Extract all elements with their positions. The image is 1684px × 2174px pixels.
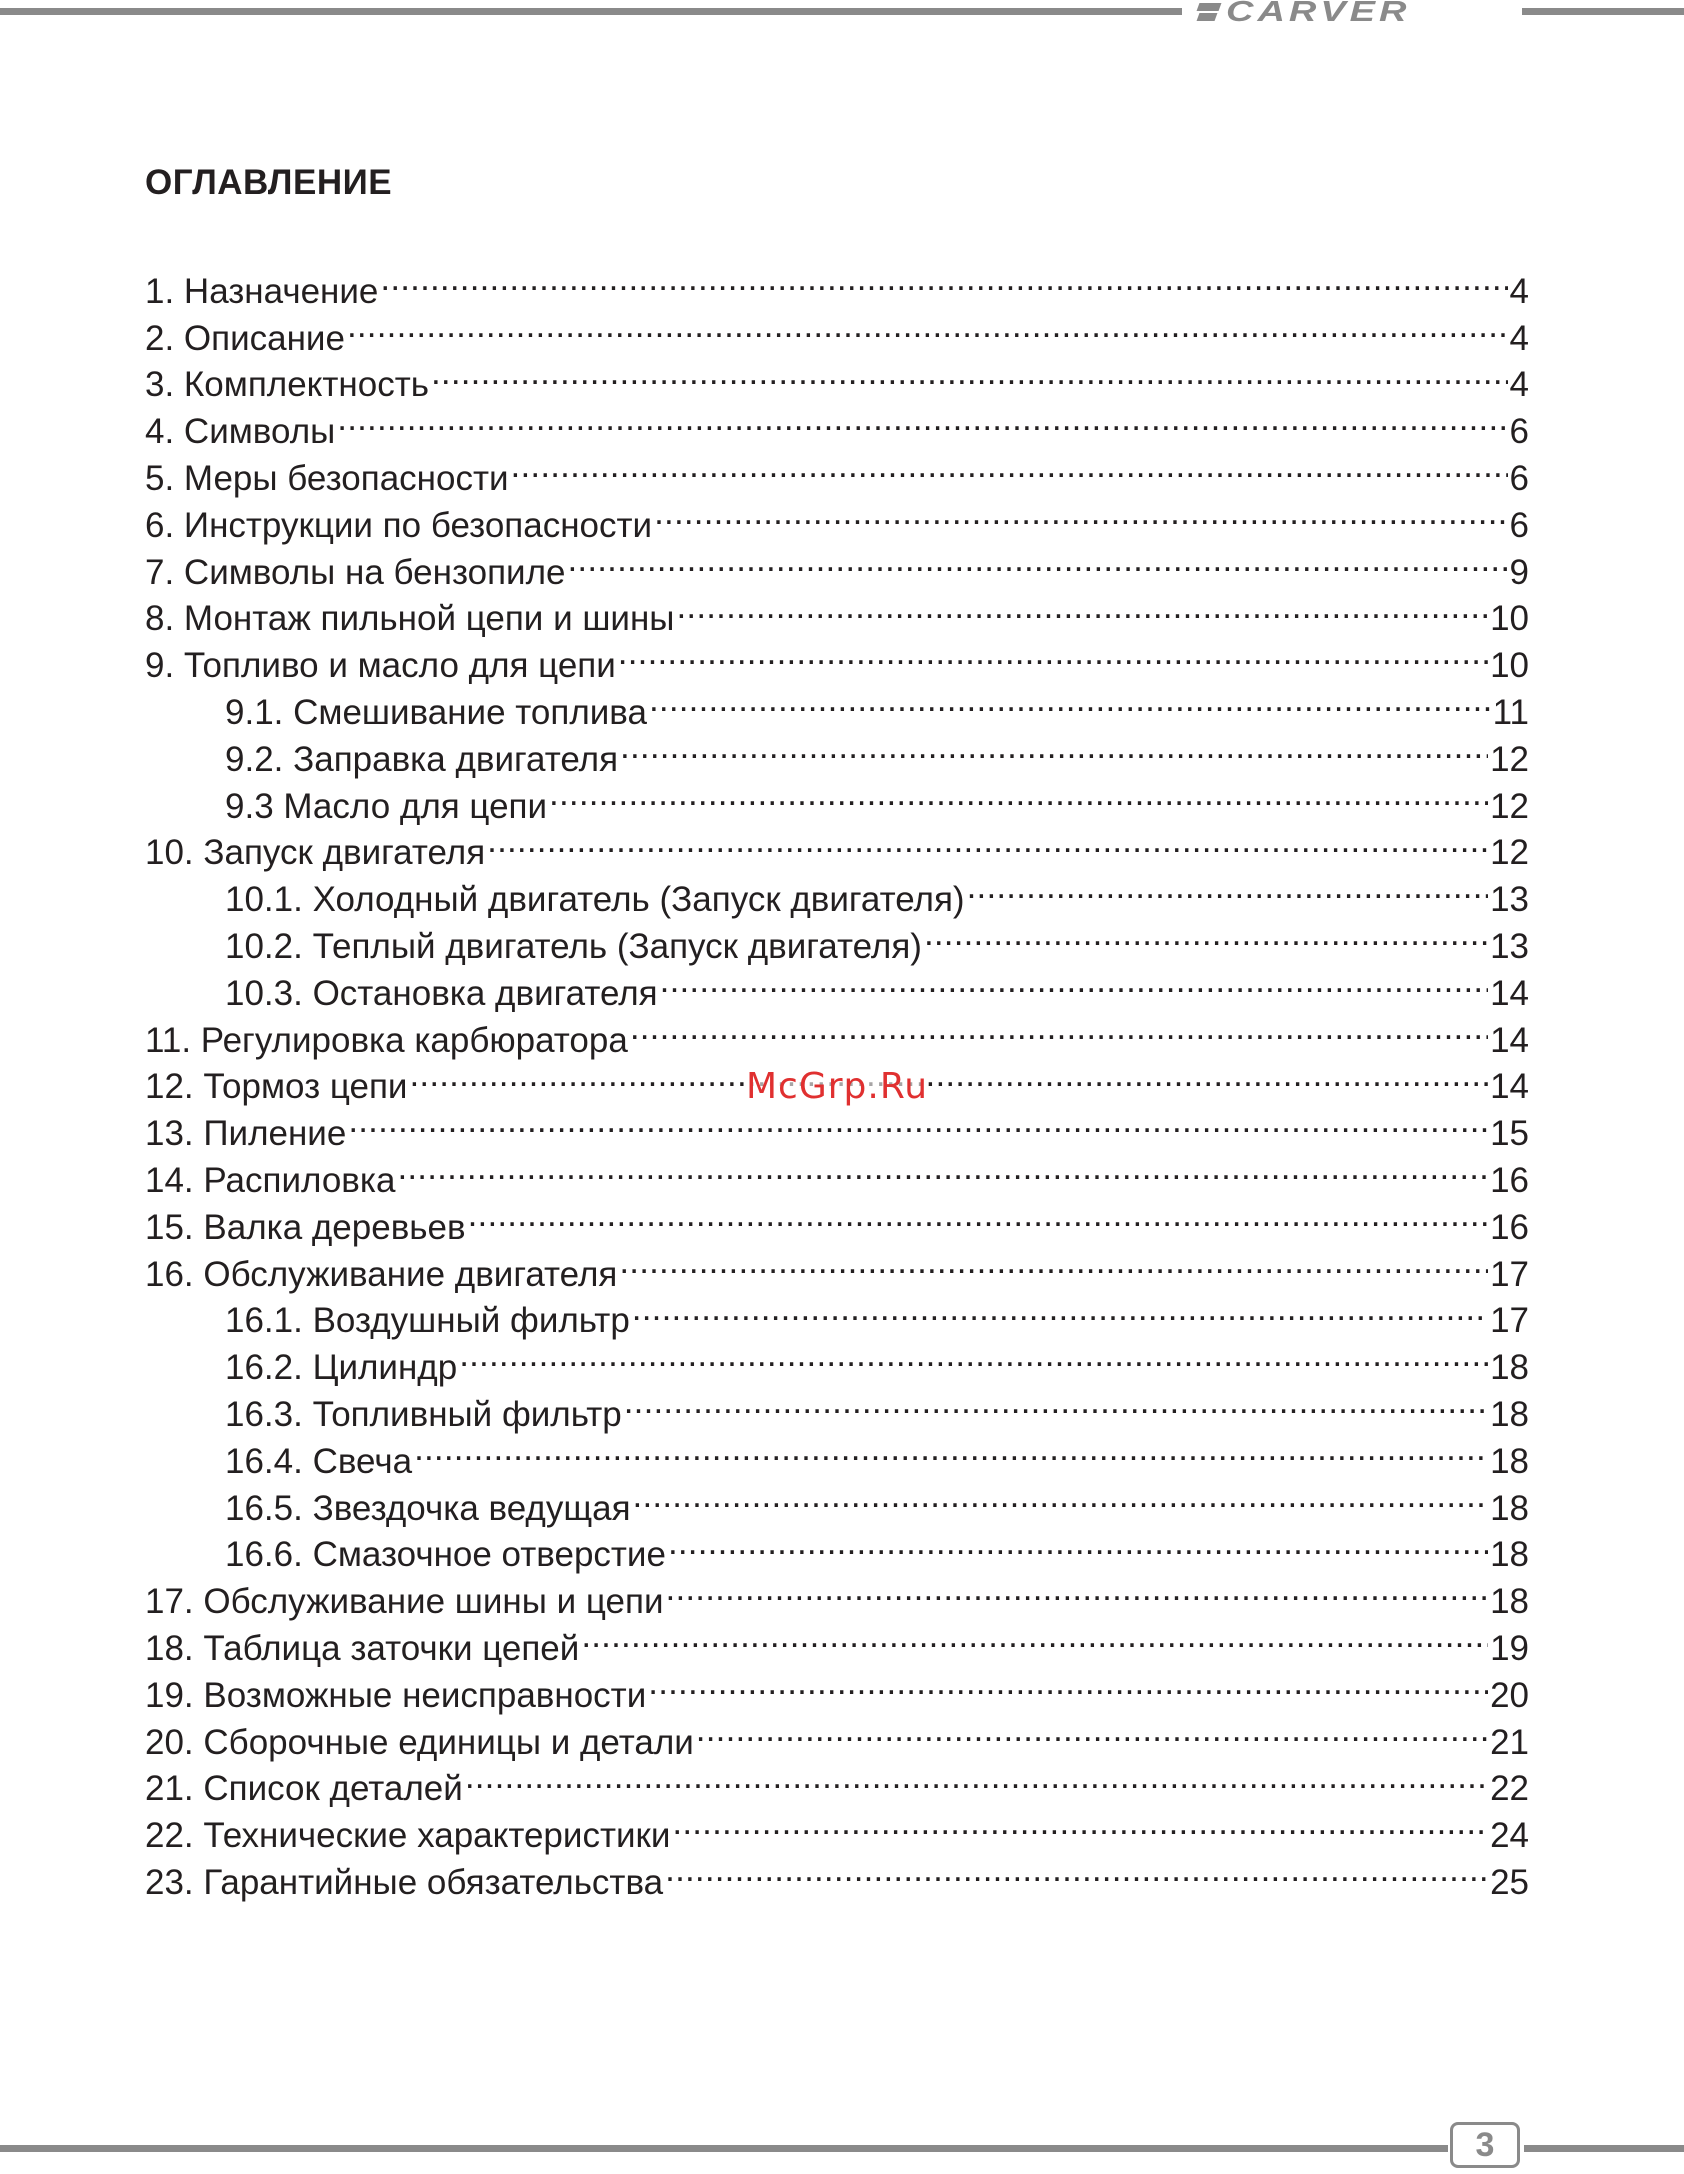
toc-leader-dots <box>581 1613 1488 1660</box>
toc-leader-dots <box>620 724 1488 771</box>
toc-leader-dots <box>660 958 1488 1005</box>
brand-name: CARVER <box>1226 0 1411 28</box>
toc-leader-dots <box>630 1005 1488 1052</box>
toc-entry-page: 17 <box>1490 1301 1529 1341</box>
toc-entry-label: 22. Технические характеристики <box>145 1816 671 1856</box>
toc-entry-page: 18 <box>1490 1535 1529 1575</box>
brand-mark-icon <box>1198 3 1220 21</box>
toc-leader-dots <box>414 1426 1488 1473</box>
toc-leader-dots <box>672 1800 1488 1847</box>
toc-entry-label: 17. Обслуживание шины и цепи <box>145 1582 664 1622</box>
toc-entry-label: 13. Пиление <box>145 1114 347 1154</box>
toc-leader-dots <box>649 677 1491 724</box>
toc-leader-dots <box>380 256 1507 303</box>
toc-entry-page: 14 <box>1490 1020 1529 1060</box>
toc-entry-label: 4. Символы <box>145 412 336 452</box>
toc-entry-label: 16.3. Топливный фильтр <box>225 1394 622 1434</box>
toc-entry-page: 6 <box>1509 505 1529 545</box>
footer-rule-right <box>1524 2145 1684 2152</box>
toc-leader-dots <box>665 1847 1488 1894</box>
toc-entry-label: 8. Монтаж пильной цепи и шины <box>145 599 675 639</box>
toc-entry-page: 18 <box>1490 1348 1529 1388</box>
toc-entry-label: 16.4. Свеча <box>225 1441 413 1481</box>
toc-entry-label: 7. Символы на бензопиле <box>145 552 566 592</box>
toc-leader-dots <box>549 771 1488 818</box>
toc-entry-label: 16.1. Воздушный фильтр <box>225 1301 630 1341</box>
toc-entry-label: 20. Сборочные единицы и детали <box>145 1722 694 1762</box>
toc-entry-label: 12. Тормоз цепи <box>145 1067 408 1107</box>
toc-entry-page: 17 <box>1490 1254 1529 1294</box>
toc-entry-label: 10.2. Теплый двигатель (Запуск двигателя) <box>225 926 922 966</box>
toc-entry-page: 20 <box>1490 1675 1529 1715</box>
toc-entry-page: 12 <box>1490 833 1529 873</box>
toc-entry-page: 16 <box>1490 1160 1529 1200</box>
toc-leader-dots <box>676 584 1488 631</box>
toc-leader-dots <box>337 396 1507 443</box>
toc-entry-label: 10.1. Холодный двигатель (Запуск двигателя) <box>225 880 965 920</box>
toc-leader-dots <box>668 1520 1488 1567</box>
brand-logo <box>1198 0 1410 30</box>
toc-entry-page: 18 <box>1490 1488 1529 1528</box>
toc-leader-dots <box>632 1286 1488 1333</box>
toc-entry-label: 5. Меры безопасности <box>145 458 509 498</box>
toc-entry-page: 13 <box>1490 926 1529 966</box>
toc-entry[interactable] <box>145 256 1529 311</box>
toc-entry-page: 9 <box>1509 552 1529 592</box>
toc-entry-page: 12 <box>1490 786 1529 826</box>
page-title: ОГЛАВЛЕНИЕ <box>145 163 393 202</box>
toc-entry-label: 9.3 Масло для цепи <box>225 786 548 826</box>
toc-entry-label: 18. Таблица заточки цепей <box>145 1628 580 1668</box>
toc-entry-label: 16.5. Звездочка ведущая <box>225 1488 631 1528</box>
page-number: 3 <box>1450 2122 1520 2168</box>
toc-leader-dots <box>468 1192 1488 1239</box>
toc-leader-dots <box>648 1660 1488 1707</box>
footer-rule-left <box>0 2145 1448 2152</box>
toc-leader-dots <box>409 1052 1488 1099</box>
toc-entry-label: 3. Комплектность <box>145 365 429 405</box>
toc-leader-dots <box>624 1379 1488 1426</box>
toc-entry-page: 13 <box>1490 880 1529 920</box>
toc-entry-label: 10. Запуск двигателя <box>145 833 486 873</box>
toc-entry[interactable] <box>145 350 1529 405</box>
toc-leader-dots <box>347 303 1508 350</box>
toc-leader-dots <box>666 1566 1489 1613</box>
toc-entry-page: 10 <box>1490 646 1529 686</box>
toc-leader-dots <box>924 911 1488 958</box>
toc-leader-dots <box>431 350 1508 397</box>
toc-leader-dots <box>633 1473 1489 1520</box>
toc-entry-page: 14 <box>1490 1067 1529 1107</box>
header-rule-left <box>0 8 1182 15</box>
toc-leader-dots <box>567 537 1507 584</box>
toc-entry-page: 18 <box>1490 1441 1529 1481</box>
toc-entry-label: 16.6. Смазочное отверстие <box>225 1535 666 1575</box>
toc-entry-page: 4 <box>1509 318 1529 358</box>
toc-entry-label: 21. Список деталей <box>145 1769 463 1809</box>
toc-entry-label: 9.2. Заправка двигателя <box>225 739 619 779</box>
toc-entry-page: 19 <box>1490 1628 1529 1668</box>
toc-leader-dots <box>397 1145 1488 1192</box>
toc-entry-page: 15 <box>1490 1114 1529 1154</box>
toc-entry-page: 12 <box>1490 739 1529 779</box>
toc-entry-label: 9. Топливо и масло для цепи <box>145 646 616 686</box>
toc-entry-label: 6. Инструкции по безопасности <box>145 505 653 545</box>
toc-leader-dots <box>465 1754 1488 1801</box>
toc-entry-page: 10 <box>1490 599 1529 639</box>
toc-entry-page: 18 <box>1490 1394 1529 1434</box>
toc-entry-label: 10.3. Остановка двигателя <box>225 973 658 1013</box>
toc-entry-page: 4 <box>1509 365 1529 405</box>
toc-leader-dots <box>967 864 1488 911</box>
toc-entry-label: 23. Гарантийные обязательства <box>145 1862 664 1902</box>
toc-entry-page: 24 <box>1490 1816 1529 1856</box>
toc-entry-page: 4 <box>1509 271 1529 311</box>
toc-entry-page: 18 <box>1490 1582 1529 1622</box>
toc-entry-label: 11. Регулировка карбюратора <box>145 1020 628 1060</box>
toc-leader-dots <box>618 630 1488 677</box>
toc-entry-label: 19. Возможные неисправности <box>145 1675 647 1715</box>
toc-entry-label: 16.2. Цилиндр <box>225 1348 458 1388</box>
toc-entry-label: 2. Описание <box>145 318 345 358</box>
toc-entry-label: 14. Распиловка <box>145 1160 396 1200</box>
toc-leader-dots <box>619 1239 1488 1286</box>
header-rule-right <box>1522 8 1684 15</box>
toc-leader-dots <box>696 1707 1488 1754</box>
toc-entry-label: 15. Валка деревьев <box>145 1207 466 1247</box>
toc-entry[interactable] <box>145 443 1529 498</box>
toc-entry-page: 25 <box>1490 1862 1529 1902</box>
toc-entry-page: 16 <box>1490 1207 1529 1247</box>
toc-entry[interactable] <box>145 303 1529 358</box>
toc-entry-page: 6 <box>1509 412 1529 452</box>
toc-entry-label: 16. Обслуживание двигателя <box>145 1254 618 1294</box>
toc-entry-page: 22 <box>1490 1769 1529 1809</box>
toc-entry-label: 1. Назначение <box>145 271 379 311</box>
toc-leader-dots <box>459 1332 1488 1379</box>
toc-leader-dots <box>487 818 1488 865</box>
toc-leader-dots <box>511 443 1508 490</box>
watermark: McGrp.Ru <box>746 1066 929 1107</box>
toc-entry-label: 9.1. Смешивание топлива <box>225 692 647 732</box>
toc-leader-dots <box>654 490 1507 537</box>
toc-entry[interactable] <box>145 396 1529 452</box>
toc-entry[interactable] <box>145 1145 1529 1200</box>
toc-entry-page: 21 <box>1490 1722 1529 1762</box>
toc-entry-page: 6 <box>1509 458 1529 498</box>
toc-entry-page: 11 <box>1492 692 1529 732</box>
toc-entry-page: 14 <box>1490 973 1529 1013</box>
